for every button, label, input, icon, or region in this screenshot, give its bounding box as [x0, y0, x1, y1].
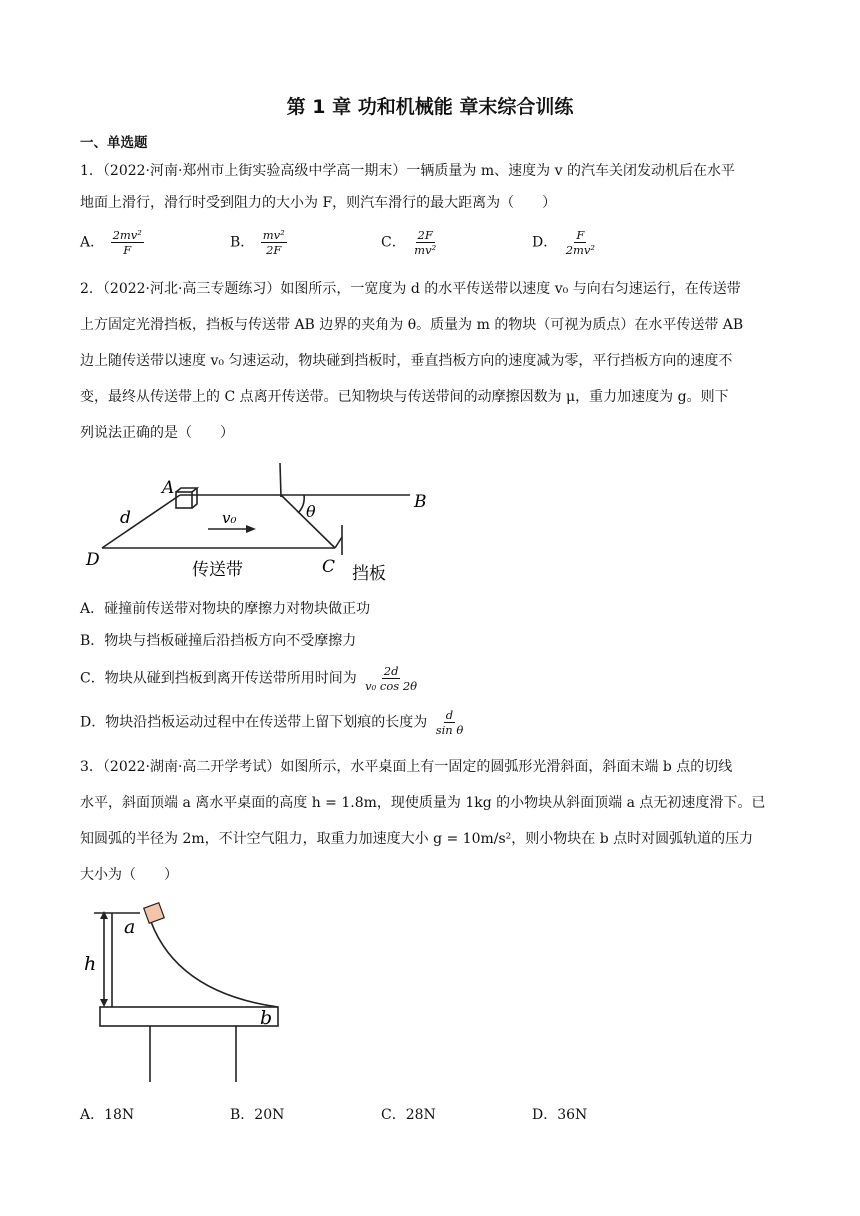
- q1-option-a[interactable]: [80, 228, 144, 257]
- label-belt: 传送带: [192, 560, 243, 580]
- option-label: B．: [230, 234, 255, 251]
- table-top: [100, 1007, 278, 1026]
- numerator: F: [576, 228, 585, 242]
- q3-option-d[interactable]: D．36N: [532, 1107, 588, 1123]
- option-text: C．物块从碰到挡板到离开传送带所用时间为: [80, 670, 357, 687]
- numerator: d: [445, 708, 454, 722]
- denominator: 2F: [266, 243, 282, 257]
- q1-option-c[interactable]: [381, 228, 438, 257]
- q2-line2: 上方固定光滑挡板，挡板与传送带 AB 边界的夹角为 θ。质量为 m 的物块（可视为质点）在水平传送带 AB: [80, 317, 744, 333]
- label-b: B: [414, 492, 427, 512]
- small-block: [144, 903, 165, 924]
- label-c: C: [322, 557, 336, 577]
- q2-line5: 列说法正确的是（ ）: [80, 425, 234, 441]
- q3-option-a[interactable]: A．18N: [80, 1107, 135, 1123]
- q2-option-d[interactable]: [80, 708, 465, 737]
- denominator: v₀ cos 2θ: [365, 679, 418, 693]
- numerator: mv²: [262, 228, 285, 242]
- q3-line3: 知圆弧的半径为 2m，不计空气阻力，取重力加速度大小 g = 10m/s²，则小物块在 b 点时对圆弧轨道的压力: [80, 831, 754, 847]
- fraction: [412, 228, 438, 257]
- label-a: A: [162, 478, 175, 498]
- conveyor-belt-figure: [80, 455, 440, 590]
- q2-line3: 边上随传送带以速度 v₀ 匀速运动，物块碰到挡板时，垂直挡板方向的速度减为零，平行挡板方向的速度不: [80, 353, 733, 369]
- section-heading: 一、单选题: [80, 135, 148, 151]
- label-baffle: 挡板: [352, 564, 386, 584]
- option-text: D．物块沿挡板运动过程中在传送带上留下划痕的长度为: [80, 714, 428, 731]
- fraction: [111, 228, 144, 257]
- fraction: [434, 708, 466, 737]
- q1-option-d[interactable]: [532, 228, 597, 257]
- fraction: [363, 664, 419, 693]
- option-label: D．: [532, 234, 558, 251]
- numerator: 2d: [383, 664, 399, 678]
- theta-arc: [298, 495, 304, 513]
- q1-line1: 1．（2022·河南·郑州市上街实验高级中学高一期末）一辆质量为 m、速度为 v 的汽车关闭发动机后在水平: [80, 163, 735, 179]
- belt-edge-da: [102, 495, 180, 548]
- fraction: [564, 228, 597, 257]
- q2-line1: 2．（2022·河北·高三专题练习）如图所示，一宽度为 d 的水平传送带以速度 v₀ 与向右匀速运行，在传送带: [80, 281, 741, 297]
- label-width-d: d: [120, 508, 131, 528]
- q3-line4: 大小为（ ）: [80, 867, 178, 883]
- denominator: 2mv²: [565, 243, 596, 257]
- option-label: A．: [80, 234, 105, 251]
- label-d: D: [86, 550, 100, 570]
- q2-line4: 变，最终从传送带上的 C 点离开传送带。已知物块与传送带间的动摩擦因数为 μ，重力加速度为 g。则下: [80, 389, 729, 405]
- q2-option-c[interactable]: [80, 664, 419, 693]
- label-theta: θ: [306, 502, 316, 521]
- option-label: C．: [381, 234, 406, 251]
- fraction: [261, 228, 287, 257]
- label-v0: v₀: [222, 509, 237, 527]
- q1-line2: 地面上滑行，滑行时受到阻力的大小为 F，则汽车滑行的最大距离为（ ）: [80, 195, 557, 211]
- q3-option-b[interactable]: B．20N: [230, 1107, 285, 1123]
- label-point-b: b: [260, 1007, 273, 1029]
- label-point-a: a: [124, 916, 136, 938]
- denominator: mv²: [414, 243, 437, 257]
- arc-track: [148, 913, 278, 1007]
- q3-line1: 3．（2022·湖南·高二开学考试）如图所示，水平桌面上有一固定的圆弧形光滑斜面，斜面末端 b 点的切线: [80, 759, 733, 775]
- numerator: 2mv²: [112, 228, 142, 242]
- numerator: 2F: [417, 228, 433, 242]
- denominator: F: [123, 243, 132, 257]
- denominator: sin θ: [435, 723, 464, 737]
- q1-option-b[interactable]: [230, 228, 287, 257]
- arrow-head: [246, 525, 256, 533]
- baffle-top: [280, 463, 281, 497]
- q2-option-a[interactable]: A．碰撞前传送带对物块的摩擦力对物块做正功: [80, 601, 371, 617]
- q3-option-c[interactable]: C．28N: [381, 1107, 436, 1123]
- q3-line2: 水平，斜面顶端 a 离水平桌面的高度 h = 1.8m，现使质量为 1kg 的小物块从斜面顶端 a 点无初速度滑下。已: [80, 795, 766, 811]
- q2-option-b[interactable]: B．物块与挡板碰撞后沿挡板方向不受摩擦力: [80, 633, 357, 649]
- arc-slope-figure: [80, 900, 300, 1090]
- label-height-h: h: [84, 953, 97, 975]
- page-title: 第 1 章 功和机械能 章末综合训练: [286, 96, 574, 118]
